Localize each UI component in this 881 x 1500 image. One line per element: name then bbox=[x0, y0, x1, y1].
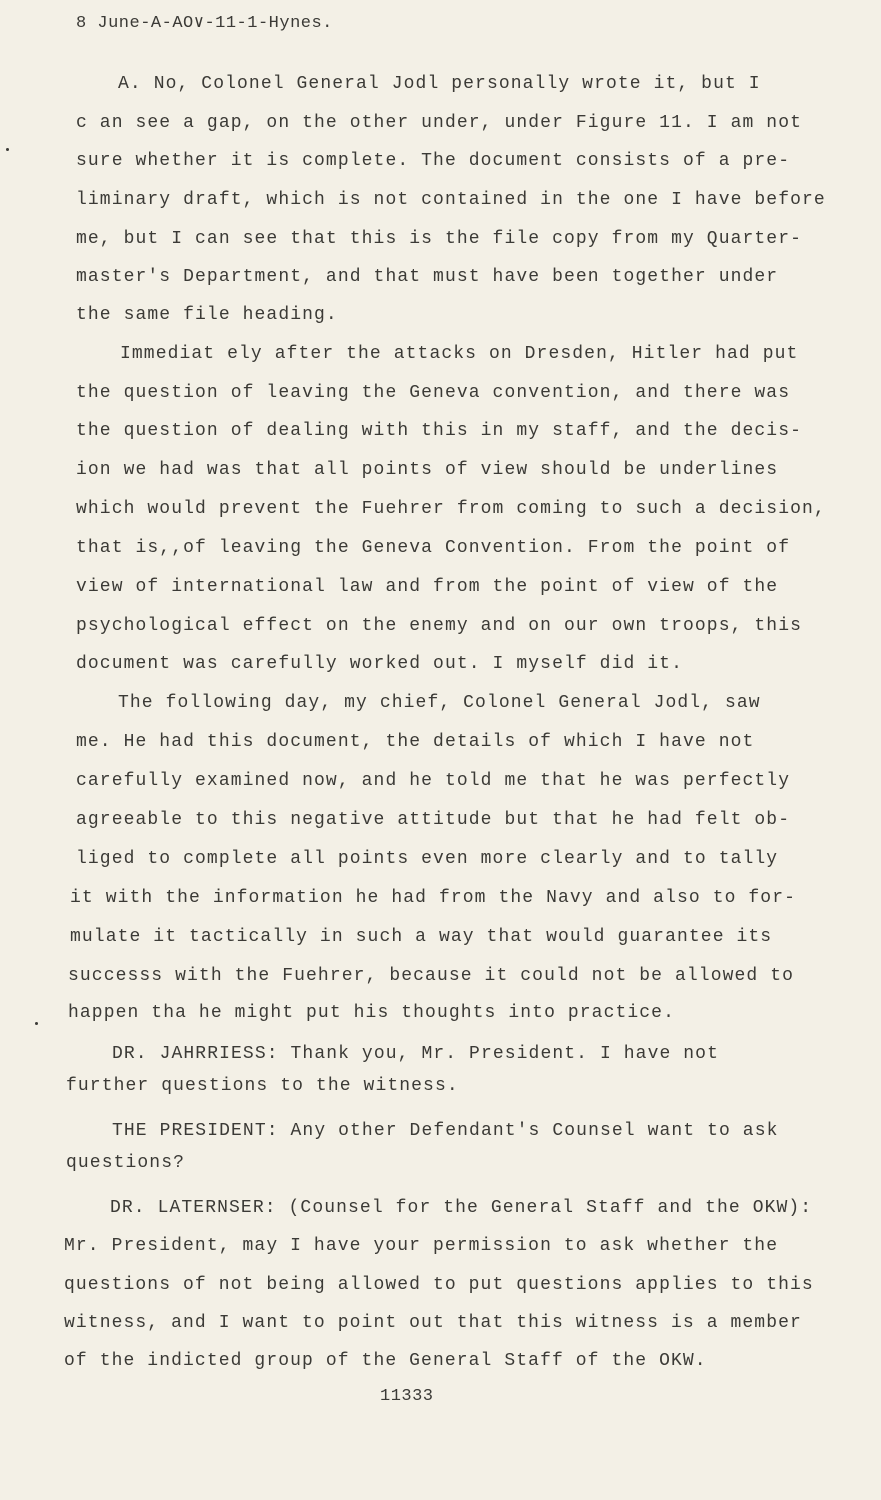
text-line: THE PRESIDENT: Any other Defendant's Counsel want to ask bbox=[112, 1121, 779, 1141]
text-line: it with the information he had from the Navy and also to for- bbox=[70, 888, 797, 908]
margin-mark bbox=[35, 1022, 38, 1025]
text-line: DR. JAHRRIESS: Thank you, Mr. President. I have not bbox=[112, 1044, 719, 1064]
page-number: 11333 bbox=[380, 1387, 434, 1406]
text-line: questions? bbox=[66, 1153, 186, 1173]
text-line: agreeable to this negative attitude but that he had felt ob- bbox=[76, 810, 791, 830]
text-line: questions of not being allowed to put questions applies to this bbox=[64, 1275, 814, 1295]
page-header: 8 June-A-AO∨-11-1-Hynes. bbox=[76, 14, 333, 33]
text-line: successs with the Fuehrer, because it could not be allowed to bbox=[68, 966, 795, 986]
text-line: happen tha he might put his thoughts into practice. bbox=[68, 1003, 675, 1023]
text-line: Mr. President, may I have your permission to ask whether the bbox=[64, 1236, 779, 1256]
text-line: me. He had this document, the details of which I have not bbox=[76, 732, 755, 752]
text-line: which would prevent the Fuehrer from coming to such a decision, bbox=[76, 499, 826, 519]
text-line: mulate it tactically in such a way that would guarantee its bbox=[70, 927, 773, 947]
text-line: liged to complete all points even more clearly and to tally bbox=[76, 849, 779, 869]
text-line: ion we had was that all points of view should be underlines bbox=[76, 460, 779, 480]
text-line: A. No, Colonel General Jodl personally wrote it, but I bbox=[118, 74, 761, 94]
text-line: witness, and I want to point out that this witness is a member bbox=[64, 1313, 802, 1333]
text-line: further questions to the witness. bbox=[66, 1076, 459, 1096]
text-line: liminary draft, which is not contained in the one I have before bbox=[76, 190, 826, 210]
text-line: of the indicted group of the General Staff of the OKW. bbox=[64, 1351, 707, 1371]
text-line: DR. LATERNSER: (Counsel for the General Staff and the OKW): bbox=[110, 1198, 813, 1218]
text-line: master's Department, and that must have been together under bbox=[76, 267, 779, 287]
text-line: the question of dealing with this in my staff, and the decis- bbox=[76, 421, 803, 441]
text-line: document was carefully worked out. I myself did it. bbox=[76, 654, 683, 674]
text-line: view of international law and from the point of view of the bbox=[76, 577, 779, 597]
text-line: Immediat ely after the attacks on Dresden, Hitler had put bbox=[120, 344, 799, 364]
text-line: psychological effect on the enemy and on our own troops, this bbox=[76, 616, 803, 636]
text-line: carefully examined now, and he told me that he was perfectly bbox=[76, 771, 791, 791]
margin-mark bbox=[6, 148, 9, 151]
text-line: the question of leaving the Geneva convention, and there was bbox=[76, 383, 791, 403]
text-line: sure whether it is complete. The document consists of a pre- bbox=[76, 151, 791, 171]
text-line: The following day, my chief, Colonel General Jodl, saw bbox=[118, 693, 761, 713]
text-line: c an see a gap, on the other under, under Figure 11. I am not bbox=[76, 113, 803, 133]
text-line: the same file heading. bbox=[76, 305, 338, 325]
text-line: me, but I can see that this is the file copy from my Quarter- bbox=[76, 229, 803, 249]
text-line: that is,,of leaving the Geneva Convention. From the point of bbox=[76, 538, 791, 558]
